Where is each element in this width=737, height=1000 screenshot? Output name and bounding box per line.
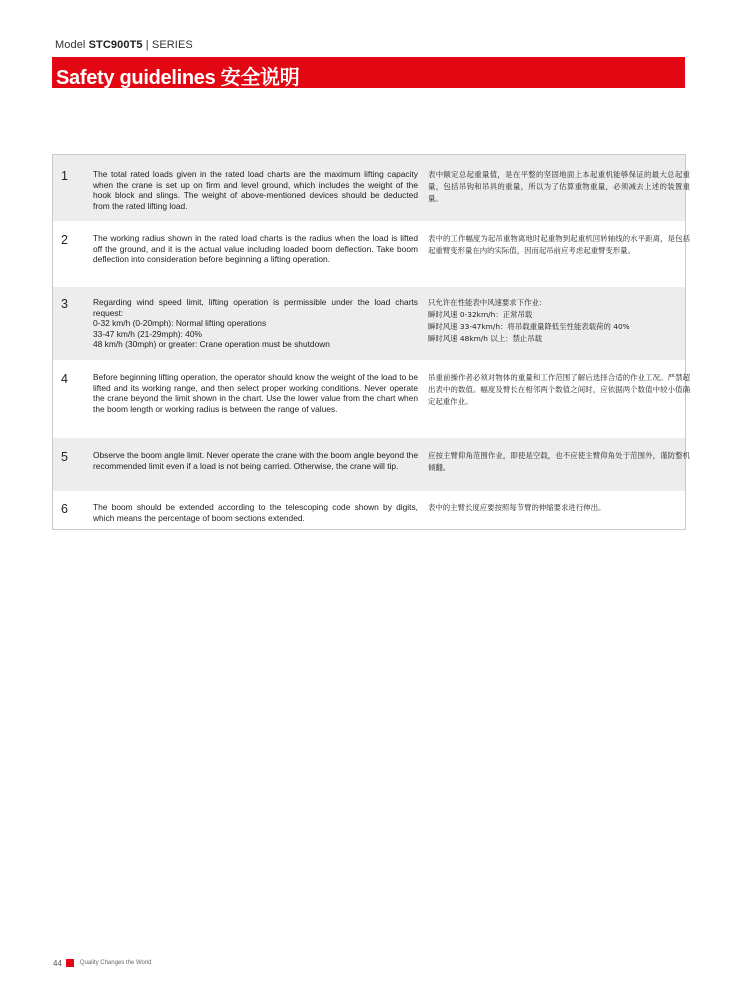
row-text-cn — [428, 502, 690, 529]
model-name: STC900T5 — [88, 39, 143, 51]
row-cn-line: 瞬时风速 48km/h 以上：禁止吊载 — [428, 334, 543, 343]
row-text-en — [93, 233, 418, 287]
row-en-line: The boom should be extended according to the telescoping code shown by digits, which means the percentage of boom sections extended. — [93, 502, 418, 523]
model-suffix: | SERIES — [145, 39, 193, 51]
row-number: 3 — [61, 297, 68, 311]
row-cn-line: 瞬时风速 0-32km/h：正常吊载 — [428, 310, 533, 319]
guideline-row-4 — [53, 360, 690, 438]
row-text-cn — [428, 372, 690, 438]
page-title: Safety guidelines 安全说明 — [56, 67, 300, 89]
row-en-line: Observe the boom angle limit. Never operate the crane with the boom angle beyond the recommended limit even if a load is not being carried. Otherwise, the crane will tip. — [93, 450, 418, 471]
row-cn-line: 表中的工作幅度为起吊重物离地时起重物到起重机回转轴线的水平距离，是包括起重臂变形量在内的实际值，因而起吊前应考虑起重臂变形量。 — [428, 234, 690, 255]
row-text-cn — [428, 450, 690, 491]
row-en-line: 48 km/h (30mph) or greater: Crane operation must be shutdown — [93, 339, 330, 349]
guideline-row-2 — [53, 221, 690, 287]
title-bar — [52, 57, 685, 88]
row-number: 4 — [61, 372, 68, 386]
row-cn-line: 只允许在性能表中风速要求下作业： — [428, 298, 547, 307]
row-en-line: 0-32 km/h (0-20mph): Normal lifting operations — [93, 318, 267, 328]
page-number: 44 — [53, 958, 62, 968]
row-cn-line: 应按主臂仰角范围作业，即使是空载，也不应使主臂仰角处于范围外，谨防整机倾翻。 — [428, 451, 690, 472]
brand-square-icon — [66, 959, 74, 967]
guideline-row-5 — [53, 438, 690, 491]
row-number: 6 — [61, 502, 68, 516]
footer-slogan: Quality Changes the World — [79, 960, 152, 966]
row-cn-line: 瞬时风速 33-47km/h：将吊载重量降低至性能表载荷的 40% — [428, 322, 630, 331]
model-prefix: Model — [55, 39, 86, 51]
row-number: 1 — [61, 169, 68, 183]
row-cn-line: 吊重前操作者必须对物体的重量和工作范围了解后选择合适的作业工况。严禁超出表中的数值。幅度及臂长在相邻两个数值之间时，应依据两个数值中较小值确定起重作业。 — [428, 373, 690, 406]
row-text-cn — [428, 233, 690, 287]
guideline-row-1 — [53, 155, 690, 221]
row-en-line: 33-47 km/h (21-29mph): 40% — [93, 328, 202, 339]
row-text-en — [93, 372, 418, 438]
row-text-cn — [428, 169, 690, 221]
row-cn-line: 表中额定总起重量值，是在平整的坚固地面上本起重机能够保证的最大总起重量，包括吊钩和吊具的重量，所以为了估算重物重量，必须减去上述的装置重量。 — [428, 170, 690, 203]
row-en-line: The total rated loads given in the rated load charts are the maximum lifting capacity when the crane is set up on firm and level ground, which includes the weight of the hook block and slings. The weight of above-mentioned devices should be deducted from the rated lifting load. — [93, 169, 418, 211]
guideline-row-6 — [53, 491, 685, 529]
page-footer — [53, 957, 152, 969]
row-number: 2 — [61, 233, 68, 247]
row-number: 5 — [61, 450, 68, 464]
guidelines-table — [52, 154, 690, 530]
row-text-cn — [428, 297, 690, 360]
row-text-en — [93, 502, 418, 529]
row-text-en — [93, 450, 418, 491]
row-en-line: Regarding wind speed limit, lifting operation is permissible under the load charts request: — [93, 297, 418, 318]
row-cn-line: 表中的主臂长度应要按照每节臂的伸缩要求进行伸出。 — [428, 503, 606, 512]
model-line — [55, 39, 193, 51]
row-text-en — [93, 169, 418, 221]
row-en-line: The working radius shown in the rated load charts is the radius when the load is lifted off the ground, and it is the actual value including loaded boom deflection. Take boom deflection into consideration before beginning a lifting operation. — [93, 233, 418, 264]
row-en-line: Before beginning lifting operation, the operator should know the weight of the load to be lifted and its working range, and then select proper working conditions. Never operate the crane beyond the limit shown in the chart. Use the lower value from the chart when the boom length or working radius is between the range of values. — [93, 372, 418, 414]
row-text-en — [93, 297, 418, 360]
guideline-row-3 — [53, 287, 685, 360]
